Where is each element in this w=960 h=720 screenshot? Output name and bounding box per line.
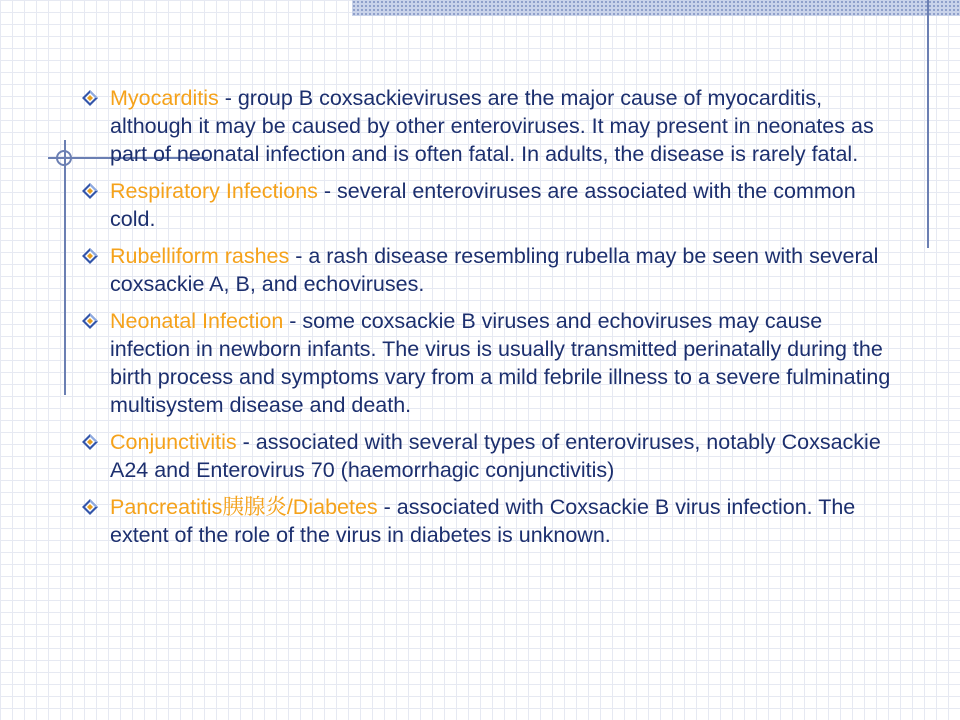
bullet-term: Neonatal Infection	[110, 309, 284, 333]
bullet-description: - associated with Coxsackie B virus infection. The extent of the role of the virus in diabetes is unknown.	[110, 495, 856, 547]
bullet-description: - several enteroviruses are associated with the common cold.	[110, 179, 856, 231]
decorative-ring	[56, 150, 72, 166]
diamond-bullet-icon	[82, 434, 98, 450]
bullet-term: Myocarditis	[110, 86, 219, 110]
diamond-bullet-icon	[82, 313, 98, 329]
diamond-bullet-icon	[82, 248, 98, 264]
bullet-conjunctivitis	[80, 428, 895, 484]
bullet-term: Conjunctivitis	[110, 430, 237, 454]
bullet-description: - group B coxsackieviruses are the major cause of myocarditis, although it may be caused by other enteroviruses. It may present in neonates as part of neonatal infection and is often fatal. In adults, the disease is rarely fatal.	[110, 86, 874, 166]
bullet-neonatal-infection	[80, 307, 895, 419]
bullet-term: Pancreatitis胰腺炎/Diabetes	[110, 495, 378, 519]
bullet-list	[80, 84, 895, 558]
diamond-bullet-icon	[82, 90, 98, 106]
bullet-description: - associated with several types of enteroviruses, notably Coxsackie A24 and Enterovirus 70 (haemorrhagic conjunctivitis)	[110, 430, 881, 482]
diamond-bullet-icon	[82, 499, 98, 515]
diamond-bullet-icon	[82, 183, 98, 199]
right-decorative-line	[927, 0, 929, 248]
top-decorative-band	[352, 0, 960, 16]
left-decorative-line	[64, 140, 66, 395]
bullet-myocarditis	[80, 84, 895, 168]
bullet-description: - some coxsackie B viruses and echoviruses may cause infection in newborn infants. The virus is usually transmitted perinatally during the birth process and symptoms vary from a mild febrile illness to a severe fulminating multisystem disease and death.	[110, 309, 891, 417]
bullet-term: Rubelliform rashes	[110, 244, 290, 268]
bullet-term: Respiratory Infections	[110, 179, 318, 203]
bullet-respiratory-infections	[80, 177, 895, 233]
bullet-pancreatitis-diabetes	[80, 493, 895, 549]
bullet-rubelliform-rashes	[80, 242, 895, 298]
bullet-description: - a rash disease resembling rubella may be seen with several coxsackie A, B, and echoviruses.	[110, 244, 879, 296]
